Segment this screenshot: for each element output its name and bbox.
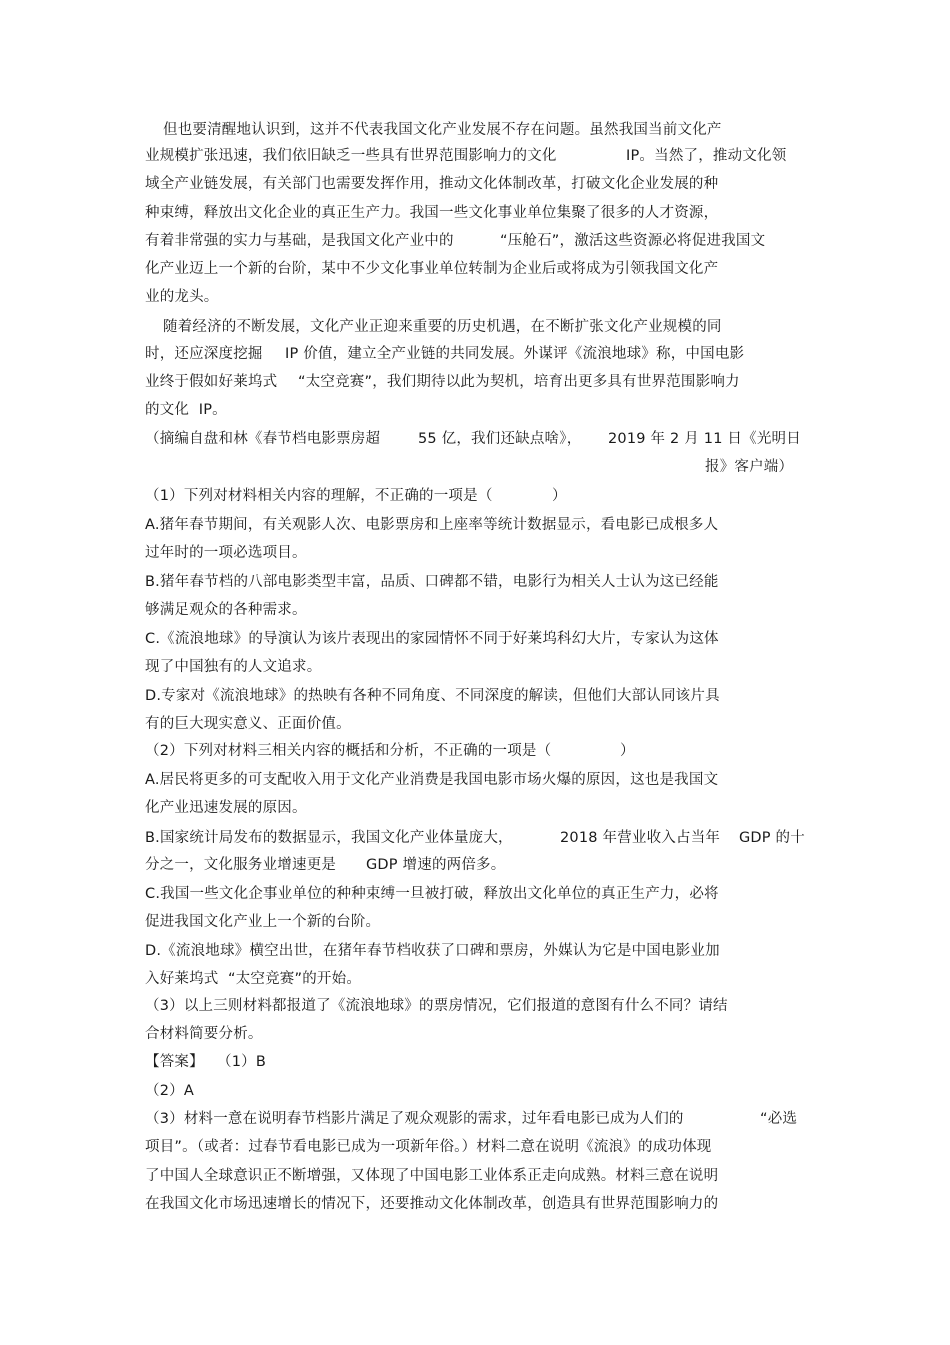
- option-b: B.猪年春节档的八部电影类型丰富，品质、口碑都不错，电影行为相关人士认为这已经能: [145, 574, 719, 590]
- question-2: ）: [620, 743, 635, 759]
- option-d: 有的巨大现实意义、正面价值。: [145, 716, 351, 732]
- question-1: ）: [552, 488, 567, 504]
- source-citation: 报》客户端）: [705, 459, 794, 475]
- answer-3: （3）材料一意在说明春节档影片满足了观众观影的需求，过年看电影已成为人们的: [145, 1111, 684, 1127]
- option-c: 促进我国文化产业上一个新的台阶。: [145, 914, 381, 930]
- source-citation: （摘编自盘和林《春节档电影票房超: [145, 431, 381, 447]
- text-line: 业终于假如好莱坞式: [145, 374, 278, 390]
- option-b: 够满足观众的各种需求。: [145, 602, 307, 618]
- option-c: C.我国一些文化企事业单位的种种束缚一旦被打破，释放出文化单位的真正生产力，必将: [145, 886, 719, 902]
- text-line: 域全产业链发展，有关部门也需要发挥作用，推动文化体制改革，打破文化企业发展的种: [145, 176, 719, 192]
- text-line: 但也要清醒地认识到，这并不代表我国文化产业发展不存在问题。虽然我国当前文化产: [163, 122, 722, 138]
- answer-2: （2）A: [145, 1083, 194, 1099]
- text-line: IP 价值，建立全产业链的共同发展。外谋评《流浪地球》称，中国电影: [285, 346, 745, 362]
- question-3: 合材料简要分析。: [145, 1026, 263, 1042]
- text-line: 有着非常强的实力与基础，是我国文化产业中的: [145, 233, 454, 249]
- option-a: 过年时的一项必选项目。: [145, 545, 307, 561]
- text-line: “太空竞赛”，我们期待以此为契机，培育出更多具有世界范围影响力: [298, 374, 740, 390]
- text-line: IP。当然了，推动文化领: [626, 148, 787, 164]
- text-line: “压舱石”，激活这些资源必将促进我国文: [500, 233, 766, 249]
- answer-3: “必选: [760, 1111, 798, 1127]
- answer-3: 项目”。（或者：过春节看电影已成为一项新年俗。）材料二意在说明《流浪》的成功体现: [145, 1139, 712, 1155]
- text-line: 种束缚，释放出文化企业的真正生产力。我国一些文化事业单位集聚了很多的人才资源，: [145, 205, 719, 221]
- text-line: 时，还应深度挖掘: [145, 346, 263, 362]
- question-3: （3）以上三则材料都报道了《流浪地球》的票房情况，它们报道的意图有什么不同？请结: [145, 998, 728, 1014]
- question-2: （2）下列对材料三相关内容的概括和分析，不正确的一项是（: [145, 743, 552, 759]
- option-d: “太空竞赛”的开始。: [228, 971, 362, 987]
- option-d: D.专家对《流浪地球》的热映有各种不同角度、不同深度的解读，但他们大部认同该片具: [145, 688, 720, 704]
- option-a: A.猪年春节期间，有关观影人次、电影票房和上座率等统计数据显示，看电影已成根多人: [145, 517, 719, 533]
- option-b: 2018 年营业收入占当年: [560, 830, 721, 846]
- source-citation: 2019 年 2 月 11 日《光明日: [608, 431, 801, 447]
- text-line: 随着经济的不断发展，文化产业正迎来重要的历史机遇，在不断扩张文化产业规模的同: [163, 319, 722, 335]
- option-d: D.《流浪地球》横空出世，在猪年春节档收获了口碑和票房，外媒认为它是中国电影业加: [145, 943, 720, 959]
- option-a: 化产业迅速发展的原因。: [145, 800, 307, 816]
- option-b: 分之一，文化服务业增速更是: [145, 857, 337, 873]
- text-line: 的文化 IP。: [145, 402, 227, 418]
- option-d: 入好莱坞式: [145, 971, 219, 987]
- option-c: 现了中国独有的人文追求。: [145, 659, 322, 675]
- answer-3: 了中国人全球意识正不断增强，又体现了中国电影工业体系正走向成熟。材料三意在说明: [145, 1168, 719, 1184]
- answer-3: 在我国文化市场迅速增长的情况下，还要推动文化体制改革，创造具有世界范围影响力的: [145, 1196, 719, 1212]
- text-line: 业规模扩张迅速，我们依旧缺乏一些具有世界范围影响力的文化: [145, 148, 557, 164]
- option-c: C.《流浪地球》的导演认为该片表现出的家园情怀不同于好莱坞科幻大片，专家认为这体: [145, 631, 719, 647]
- answer-1: （1）B: [217, 1054, 266, 1070]
- answer-heading: 【答案】: [145, 1054, 204, 1070]
- text-line: 化产业迈上一个新的台阶，某中不少文化事业单位转制为企业后或将成为引领我国文化产: [145, 261, 719, 277]
- text-line: 业的龙头。: [145, 289, 219, 305]
- option-a: A.居民将更多的可支配收入用于文化产业消费是我国电影市场火爆的原因，这也是我国文: [145, 772, 719, 788]
- option-b: GDP 的十: [739, 830, 805, 846]
- question-1: （1）下列对材料相关内容的理解，不正确的一项是（: [145, 488, 493, 504]
- option-b: GDP 增速的两倍多。: [366, 857, 506, 873]
- source-citation: 55 亿，我们还缺点啥》，: [418, 431, 582, 447]
- option-b: B.国家统计局发布的数据显示，我国文化产业体量庞大，: [145, 830, 513, 846]
